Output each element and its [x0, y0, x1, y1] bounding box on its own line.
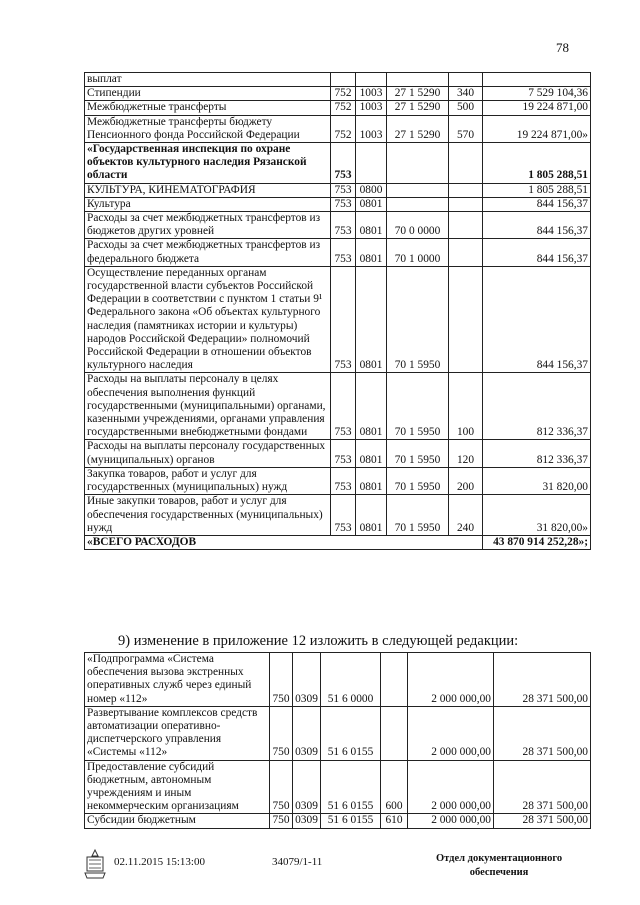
row-name: Расходы на выплаты персоналу в целях обеспечения выполнения функций государственными (муниципальными) органами, казенными учреждениями, органами управления государственными внебюджетными фондами — [85, 373, 331, 440]
row-vr — [449, 183, 483, 197]
row-name: КУЛЬТУРА, КИНЕМАТОГРАФИЯ — [85, 183, 331, 197]
row-amount-total: 28 371 500,00 — [494, 814, 591, 828]
row-razdel: 0801 — [356, 239, 387, 266]
row-amount-2015: 2 000 000,00 — [408, 814, 494, 828]
row-razdel: 0800 — [356, 183, 387, 197]
row-ved: 750 — [270, 653, 293, 707]
row-name: Предоставление субсидий бюджетным, автономным учреждениям и иным некоммерческим организациям — [85, 760, 270, 814]
table-row — [85, 495, 591, 536]
row-ved: 752 — [331, 101, 356, 115]
table-row — [85, 653, 591, 707]
row-ved: 750 — [270, 706, 293, 760]
row-name: Осуществление переданных органам государственной власти субъектов Российской Федерации в соответствии с пунктом 1 статьи 9¹ Федерального закона «Об объектах культурного наследия (памятниках истории и культуры) народов Российской Федерации» полномочий Российской Федерации в отношении объектов культурного наследия — [85, 266, 331, 373]
row-razdel: 0801 — [356, 495, 387, 536]
row-amount: 1 805 288,51 — [483, 143, 591, 184]
appendix12-table — [84, 652, 591, 829]
row-razdel: 1003 — [356, 101, 387, 115]
row-csr: 51 6 0155 — [321, 706, 381, 760]
row-vr — [449, 239, 483, 266]
table-row — [85, 467, 591, 494]
row-csr — [387, 183, 449, 197]
row-razdel — [356, 143, 387, 184]
row-vr — [449, 197, 483, 211]
expenses-table — [84, 72, 591, 550]
row-csr: 70 1 5950 — [387, 467, 449, 494]
row-amount: 31 820,00» — [483, 495, 591, 536]
row-amount-total: 28 371 500,00 — [494, 706, 591, 760]
footer-dept-line2: обеспечения — [469, 867, 529, 878]
row-ved: 753 — [331, 467, 356, 494]
row-ved: 752 — [331, 115, 356, 142]
row-razdel: 0801 — [356, 440, 387, 467]
table-row — [85, 183, 591, 197]
row-razdel: 0309 — [293, 653, 321, 707]
row-vr: 500 — [449, 101, 483, 115]
row-csr — [387, 197, 449, 211]
total-row — [85, 535, 591, 549]
row-vr: 200 — [449, 467, 483, 494]
row-amount: 19 224 871,00 — [483, 101, 591, 115]
row-name: выплат — [85, 73, 331, 87]
row-amount: 844 156,37 — [483, 197, 591, 211]
amendment-text: 9) изменение в приложение 12 изложить в следующей редакции: — [118, 633, 519, 649]
row-csr — [387, 73, 449, 87]
row-vr: 340 — [449, 87, 483, 101]
row-ved: 752 — [331, 87, 356, 101]
row-name: «Государственная инспекция по охране объектов культурного наследия Рязанской области — [85, 143, 331, 184]
row-csr: 70 0 0000 — [387, 212, 449, 239]
row-amount: 31 820,00 — [483, 467, 591, 494]
row-vr: 120 — [449, 440, 483, 467]
row-amount: 844 156,37 — [483, 239, 591, 266]
row-vr — [381, 653, 408, 707]
row-ved: 753 — [331, 239, 356, 266]
row-name: Расходы за счет межбюджетных трансфертов из бюджетов других уровней — [85, 212, 331, 239]
footer-dept-line1: Отдел документационного — [436, 853, 563, 864]
row-amount: 844 156,37 — [483, 266, 591, 373]
row-razdel: 0309 — [293, 706, 321, 760]
row-amount — [483, 73, 591, 87]
row-amount-2015: 2 000 000,00 — [408, 706, 494, 760]
row-vr — [449, 143, 483, 184]
table-row — [85, 706, 591, 760]
row-razdel: 0801 — [356, 266, 387, 373]
row-razdel: 0309 — [293, 760, 321, 814]
row-vr — [449, 266, 483, 373]
table-row — [85, 115, 591, 142]
row-vr: 610 — [381, 814, 408, 828]
row-vr — [449, 212, 483, 239]
row-ved: 753 — [331, 266, 356, 373]
table-row — [85, 373, 591, 440]
table-row — [85, 73, 591, 87]
row-csr: 70 1 5950 — [387, 495, 449, 536]
row-vr: 240 — [449, 495, 483, 536]
row-ved: 750 — [270, 814, 293, 828]
row-vr — [381, 706, 408, 760]
row-name: Культура — [85, 197, 331, 211]
table-row — [85, 239, 591, 266]
row-ved: 753 — [331, 183, 356, 197]
row-razdel: 0801 — [356, 212, 387, 239]
row-name: Развертывание комплексов средств автоматизации оперативно-диспетчерского управления «Системы «112» — [85, 706, 270, 760]
row-amount: 7 529 104,36 — [483, 87, 591, 101]
row-vr: 100 — [449, 373, 483, 440]
row-name: Закупка товаров, работ и услуг для государственных (муниципальных) нужд — [85, 467, 331, 494]
table-row — [85, 212, 591, 239]
row-razdel: 1003 — [356, 87, 387, 101]
row-ved: 753 — [331, 440, 356, 467]
footer-date: 02.11.2015 15:13:00 — [114, 856, 205, 868]
footer-code: 34079/1-11 — [272, 856, 323, 868]
row-amount-total: 28 371 500,00 — [494, 653, 591, 707]
row-amount: 1 805 288,51 — [483, 183, 591, 197]
row-vr — [449, 73, 483, 87]
row-razdel: 0801 — [356, 467, 387, 494]
row-razdel: 0309 — [293, 814, 321, 828]
page-number: 78 — [556, 40, 569, 55]
row-razdel: 0801 — [356, 197, 387, 211]
total-label: «ВСЕГО РАСХОДОВ — [85, 535, 483, 549]
row-ved — [331, 73, 356, 87]
row-name: «Подпрограмма «Система обеспечения вызова экстренных оперативных служб через единый номер «112» — [85, 653, 270, 707]
row-csr: 70 1 5950 — [387, 373, 449, 440]
row-csr: 70 1 5950 — [387, 266, 449, 373]
table-row — [85, 87, 591, 101]
row-csr: 70 1 5950 — [387, 440, 449, 467]
table-row — [85, 814, 591, 828]
row-name: Межбюджетные трансферты бюджету Пенсионного фонда Российской Федерации — [85, 115, 331, 142]
row-name: Иные закупки товаров, работ и услуг для обеспечения государственных (муниципальных) нужд — [85, 495, 331, 536]
row-name: Расходы на выплаты персоналу государственных (муниципальных) органов — [85, 440, 331, 467]
table-row — [85, 101, 591, 115]
table-row — [85, 760, 591, 814]
row-ved: 753 — [331, 143, 356, 184]
row-name: Стипендии — [85, 87, 331, 101]
row-vr: 570 — [449, 115, 483, 142]
row-vr: 600 — [381, 760, 408, 814]
row-name: Субсидии бюджетным — [85, 814, 270, 828]
row-razdel — [356, 73, 387, 87]
row-csr: 27 1 5290 — [387, 87, 449, 101]
row-razdel: 0801 — [356, 373, 387, 440]
emblem-icon — [82, 848, 108, 885]
row-csr: 27 1 5290 — [387, 115, 449, 142]
row-csr — [387, 143, 449, 184]
table-row — [85, 197, 591, 211]
total-amount: 43 870 914 252,28»; — [483, 535, 591, 549]
row-csr: 27 1 5290 — [387, 101, 449, 115]
row-csr: 51 6 0155 — [321, 760, 381, 814]
row-amount: 19 224 871,00» — [483, 115, 591, 142]
row-csr: 51 6 0155 — [321, 814, 381, 828]
footer-department — [436, 852, 562, 880]
table-row — [85, 266, 591, 373]
row-name: Межбюджетные трансферты — [85, 101, 331, 115]
row-csr: 51 6 0000 — [321, 653, 381, 707]
row-amount-total: 28 371 500,00 — [494, 760, 591, 814]
row-csr: 70 1 0000 — [387, 239, 449, 266]
row-amount: 812 336,37 — [483, 440, 591, 467]
row-name: Расходы за счет межбюджетных трансфертов из федерального бюджета — [85, 239, 331, 266]
row-amount-2015: 2 000 000,00 — [408, 653, 494, 707]
row-ved: 753 — [331, 373, 356, 440]
row-amount-2015: 2 000 000,00 — [408, 760, 494, 814]
row-razdel: 1003 — [356, 115, 387, 142]
row-ved: 753 — [331, 197, 356, 211]
table-row — [85, 143, 591, 184]
row-amount: 844 156,37 — [483, 212, 591, 239]
row-ved: 753 — [331, 212, 356, 239]
row-ved: 750 — [270, 760, 293, 814]
row-ved: 753 — [331, 495, 356, 536]
table-row — [85, 440, 591, 467]
row-amount: 812 336,37 — [483, 373, 591, 440]
